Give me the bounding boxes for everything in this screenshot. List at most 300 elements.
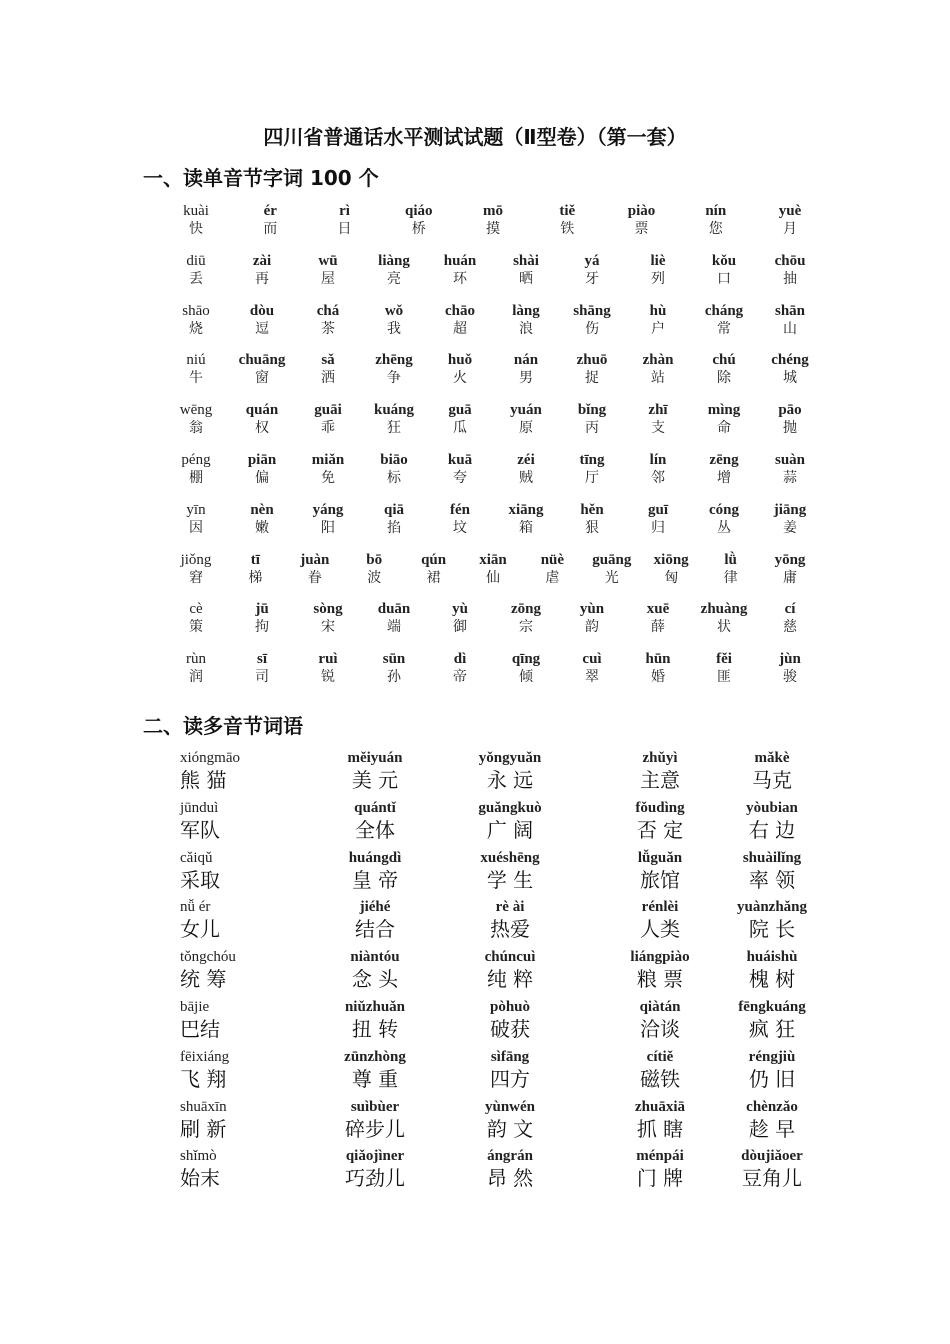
word-item — [755, 551, 825, 587]
character-text: 口 — [717, 270, 731, 287]
pinyin-text: quántǐ — [354, 799, 396, 816]
pinyin-text: suàn — [774, 451, 806, 468]
pinyin-text: yùn — [579, 601, 605, 618]
character-text: 虐 — [545, 569, 560, 586]
word-item — [689, 401, 759, 437]
word-item — [384, 202, 454, 238]
phrase-text: 热爱 — [490, 917, 530, 942]
phrase-text: 巧劲儿 — [345, 1166, 405, 1191]
phrase-text: 四方 — [490, 1066, 530, 1091]
phrase-text: 槐 树 — [748, 967, 796, 992]
word-item — [425, 401, 495, 437]
pinyin-text: lín — [649, 451, 667, 468]
character-text: 窘 — [189, 569, 203, 586]
word-item — [755, 302, 825, 338]
pinyin-text: hěn — [580, 501, 604, 518]
character-text: 亮 — [387, 270, 401, 287]
word-item — [161, 351, 231, 387]
phrase-text: 军队 — [180, 817, 220, 842]
character-text: 月 — [783, 221, 797, 237]
word-item — [235, 202, 305, 238]
pinyin-text: quán — [245, 402, 279, 419]
character-text: 偏 — [255, 469, 269, 486]
character-text: 列 — [651, 270, 665, 287]
word-item — [293, 650, 363, 686]
phrase-text: 熊 猫 — [180, 768, 227, 792]
character-text: 免 — [321, 469, 335, 486]
monosyllabic-grid — [179, 202, 809, 700]
phrase-text: 扭 转 — [351, 1016, 399, 1041]
phrase-item — [180, 998, 310, 1041]
character-text: 伤 — [585, 320, 599, 337]
multisyllabic-row — [180, 1048, 806, 1098]
character-text: 牛 — [189, 370, 203, 387]
phrase-item — [595, 948, 725, 991]
word-item — [755, 451, 825, 487]
phrase-text: 门 牌 — [636, 1166, 684, 1191]
phrase-text: 粮 票 — [636, 967, 684, 992]
pinyin-text: chuāng — [238, 352, 286, 369]
character-text: 薛 — [651, 619, 665, 636]
pinyin-text: yuán — [510, 402, 542, 419]
phrase-text: 趁 早 — [748, 1116, 796, 1141]
character-text: 窗 — [255, 370, 269, 387]
pinyin-text: rì — [339, 203, 350, 219]
character-text: 环 — [453, 270, 467, 287]
multisyllabic-row — [180, 1098, 806, 1148]
phrase-text: 皇 帝 — [351, 867, 399, 892]
word-item — [359, 252, 429, 288]
character-text: 贼 — [519, 469, 533, 486]
pinyin-text: sìfāng — [490, 1048, 530, 1065]
pinyin-text: fēixiáng — [180, 1048, 230, 1065]
pinyin-text: zōng — [511, 601, 541, 618]
phrase-text: 统 筹 — [180, 967, 227, 992]
word-item — [425, 451, 495, 487]
phrase-item — [310, 948, 440, 991]
phrase-item — [180, 1098, 310, 1141]
character-text: 裙 — [426, 569, 441, 586]
pinyin-text: niàntóu — [350, 949, 400, 966]
character-text: 宋 — [321, 619, 335, 636]
word-item — [458, 202, 528, 238]
phrase-item — [595, 1048, 725, 1091]
character-text: 命 — [717, 420, 731, 437]
pinyin-text: suìbùer — [350, 1098, 400, 1115]
character-text: 超 — [453, 320, 467, 337]
phrase-item — [595, 1147, 725, 1190]
pinyin-text: fǒudìng — [635, 799, 685, 816]
pinyin-text: mō — [483, 203, 503, 219]
word-item — [425, 302, 495, 338]
character-text: 润 — [189, 669, 203, 686]
word-item — [491, 351, 561, 387]
phrase-text: 破获 — [490, 1016, 530, 1041]
word-item — [227, 451, 297, 487]
word-item — [293, 401, 363, 437]
phrase-item — [180, 1048, 310, 1091]
character-text: 捉 — [585, 370, 599, 387]
phrase-text: 韵 文 — [486, 1116, 534, 1141]
phrase-item — [595, 749, 725, 792]
character-text: 姜 — [783, 519, 797, 536]
phrase-item — [707, 948, 837, 991]
pinyin-text: kuā — [447, 451, 473, 468]
word-item — [623, 650, 693, 686]
pinyin-text: yōng — [774, 551, 806, 568]
phrase-item — [310, 749, 440, 792]
pinyin-text: cí — [784, 601, 796, 618]
character-text: 匈 — [664, 569, 679, 586]
word-item — [689, 252, 759, 288]
pinyin-text: liángpiào — [630, 949, 690, 966]
word-item — [557, 302, 627, 338]
pinyin-text: jū — [255, 601, 269, 618]
character-text: 常 — [717, 320, 731, 337]
word-item — [755, 501, 825, 537]
character-text: 原 — [519, 420, 533, 437]
character-text: 夸 — [453, 469, 467, 486]
word-item — [623, 302, 693, 338]
word-item — [557, 501, 627, 537]
pinyin-text: jiéhé — [359, 899, 391, 916]
word-item — [755, 252, 825, 288]
pinyin-text: jūnduì — [180, 799, 219, 816]
character-text: 御 — [453, 619, 467, 636]
pinyin-text: nǚ ér — [180, 899, 211, 916]
character-text: 锐 — [321, 669, 335, 686]
character-text: 狠 — [585, 519, 599, 536]
character-text: 狂 — [387, 420, 401, 437]
phrase-item — [180, 749, 310, 792]
word-item — [227, 252, 297, 288]
pinyin-text: liàng — [378, 252, 410, 269]
phrase-text: 仍 旧 — [748, 1066, 796, 1091]
multisyllabic-grid — [180, 749, 806, 1197]
pinyin-text: xuéshēng — [480, 849, 540, 866]
character-text: 翁 — [189, 420, 203, 437]
pinyin-text: shǐmò — [180, 1148, 217, 1165]
pinyin-text: kǒu — [711, 252, 737, 269]
character-text: 拘 — [255, 619, 269, 636]
character-text: 宗 — [519, 619, 533, 636]
word-item — [623, 351, 693, 387]
phrase-item — [595, 898, 725, 941]
pinyin-text: yuànzhǎng — [736, 899, 808, 916]
pinyin-text: měiyuán — [347, 750, 403, 766]
word-item — [359, 600, 429, 636]
pinyin-text: hù — [649, 302, 667, 319]
phrase-text: 洽谈 — [640, 1016, 680, 1041]
word-item — [491, 650, 561, 686]
word-item — [689, 501, 759, 537]
character-text: 孙 — [387, 669, 401, 686]
character-text: 我 — [387, 320, 401, 337]
phrase-item — [445, 799, 575, 842]
word-item — [161, 252, 231, 288]
phrase-text: 率 领 — [748, 867, 796, 892]
pinyin-text: shān — [774, 302, 806, 319]
word-item — [681, 202, 751, 238]
character-text: 箱 — [519, 519, 533, 536]
phrase-item — [707, 998, 837, 1041]
character-text: 标 — [387, 469, 401, 486]
character-text: 庸 — [783, 569, 797, 586]
phrase-item — [310, 799, 440, 842]
character-text: 铁 — [560, 221, 575, 237]
pinyin-text: miǎn — [311, 451, 345, 468]
phrase-item — [310, 998, 440, 1041]
pinyin-text: shāng — [573, 302, 611, 319]
pinyin-text: nèn — [250, 501, 274, 518]
word-item — [161, 501, 231, 537]
word-item — [755, 351, 825, 387]
word-item — [557, 451, 627, 487]
pinyin-text: xuē — [646, 601, 670, 618]
pinyin-text: zài — [252, 252, 272, 269]
pinyin-text: sūn — [382, 651, 406, 668]
pinyin-text: duān — [377, 601, 411, 618]
character-text: 站 — [651, 370, 665, 387]
phrase-text: 否 定 — [636, 817, 684, 842]
word-item — [161, 600, 231, 636]
character-text: 归 — [651, 519, 665, 536]
character-text: 坟 — [453, 519, 467, 536]
word-item — [161, 451, 231, 487]
character-text: 梯 — [248, 569, 263, 586]
character-text: 牙 — [585, 270, 599, 287]
pinyin-text: xióngmāo — [180, 750, 240, 766]
pinyin-text: qiā — [383, 501, 404, 518]
word-item — [689, 600, 759, 636]
phrase-item — [707, 1147, 837, 1190]
multisyllabic-row — [180, 749, 806, 799]
pinyin-text: ángrán — [487, 1148, 533, 1165]
section-heading-monosyllabic: 一、读单音节字词 100 个 — [143, 166, 379, 190]
pinyin-text: zēng — [709, 451, 739, 468]
phrase-text: 结合 — [355, 917, 395, 942]
character-text: 掐 — [387, 519, 401, 536]
word-item — [161, 401, 231, 437]
character-text: 洒 — [321, 370, 335, 387]
word-item — [227, 501, 297, 537]
phrase-item — [180, 898, 310, 941]
pinyin-text: zhēng — [375, 352, 413, 369]
phrase-item — [707, 799, 837, 842]
pinyin-text: chènzǎo — [746, 1098, 798, 1115]
multisyllabic-row — [180, 998, 806, 1048]
pinyin-text: pāo — [778, 402, 802, 419]
phrase-text: 主意 — [640, 768, 680, 792]
pinyin-text: zhī — [648, 402, 668, 419]
pinyin-text: dì — [453, 651, 467, 668]
phrase-item — [445, 1048, 575, 1091]
phrase-text: 永 远 — [486, 768, 534, 792]
pinyin-text: piào — [627, 203, 656, 219]
character-text: 丙 — [585, 420, 599, 437]
pinyin-text: chōu — [774, 252, 806, 269]
character-text: 骏 — [783, 669, 797, 686]
pinyin-text: làng — [512, 302, 540, 319]
character-text: 阳 — [321, 519, 335, 536]
pinyin-text: qiáo — [404, 203, 433, 219]
pinyin-text: qún — [421, 551, 447, 568]
phrase-item — [707, 849, 837, 892]
pinyin-text: zhuāxiā — [634, 1098, 685, 1115]
phrase-item — [445, 849, 575, 892]
pinyin-text: yù — [452, 601, 468, 618]
character-text: 桥 — [411, 221, 426, 237]
character-text: 司 — [255, 669, 269, 686]
character-text: 再 — [255, 270, 269, 287]
phrase-text: 抓 瞎 — [636, 1116, 684, 1141]
word-item — [623, 401, 693, 437]
word-item — [623, 252, 693, 288]
pinyin-text: xiōng — [653, 551, 689, 568]
pinyin-text: dòu — [249, 302, 275, 319]
character-text: 倾 — [519, 669, 533, 686]
pinyin-text: fěi — [716, 651, 732, 668]
word-item — [227, 351, 297, 387]
pinyin-text: sǎ — [321, 352, 335, 369]
word-item — [491, 600, 561, 636]
pinyin-text: wēng — [179, 402, 213, 419]
multisyllabic-row — [180, 948, 806, 998]
word-item — [607, 202, 677, 238]
phrase-text: 院 长 — [748, 917, 796, 942]
pinyin-text: xiāng — [508, 501, 544, 518]
pinyin-text: wǒ — [384, 302, 404, 319]
word-item — [755, 600, 825, 636]
pinyin-text: huángdì — [348, 849, 402, 866]
phrase-item — [445, 1147, 575, 1190]
character-text: 因 — [189, 519, 203, 536]
phrase-item — [180, 799, 310, 842]
pinyin-text: tiě — [559, 203, 576, 219]
pinyin-text: cǎiqǔ — [180, 849, 213, 866]
pinyin-text: fēngkuáng — [738, 998, 806, 1015]
pinyin-text: péng — [181, 451, 211, 468]
pinyin-text: lǚguǎn — [637, 849, 683, 866]
phrase-text: 女儿 — [180, 917, 220, 942]
pinyin-text: zhàn — [642, 352, 674, 369]
phrase-text: 学 生 — [486, 867, 534, 892]
pinyin-text: shuàilǐng — [742, 849, 802, 866]
pinyin-text: bǐng — [577, 402, 607, 419]
phrase-text: 巴结 — [180, 1016, 220, 1041]
pinyin-text: huáishù — [746, 949, 798, 966]
character-text: 增 — [717, 469, 731, 486]
character-text: 帝 — [453, 669, 467, 686]
multisyllabic-row — [180, 849, 806, 899]
phrase-item — [310, 849, 440, 892]
word-item — [623, 501, 693, 537]
pinyin-text: piān — [247, 451, 277, 468]
pinyin-text: cè — [189, 601, 203, 618]
monosyllabic-row — [180, 501, 806, 551]
phrase-text: 昂 然 — [486, 1166, 534, 1191]
pinyin-text: jiǒng — [180, 551, 212, 568]
pinyin-text: shuāxīn — [180, 1098, 227, 1115]
phrase-item — [445, 1098, 575, 1141]
pinyin-text: huǒ — [447, 352, 473, 369]
pinyin-text: kuáng — [373, 402, 415, 419]
word-item — [755, 202, 825, 238]
phrase-text: 磁铁 — [640, 1066, 680, 1091]
character-text: 翠 — [585, 669, 599, 686]
monosyllabic-row — [180, 551, 806, 601]
word-item — [310, 202, 380, 238]
pinyin-text: réngjiù — [748, 1048, 796, 1065]
pinyin-text: yuè — [778, 203, 802, 219]
pinyin-text: pòhuò — [489, 998, 531, 1015]
phrase-item — [310, 1147, 440, 1190]
character-text: 棚 — [189, 469, 203, 486]
word-item — [359, 401, 429, 437]
phrase-item — [180, 1147, 310, 1190]
character-text: 蒜 — [783, 469, 797, 486]
multisyllabic-row — [180, 1147, 806, 1197]
word-item — [293, 501, 363, 537]
character-text: 慈 — [783, 619, 797, 636]
character-text: 逗 — [255, 320, 269, 337]
character-text: 山 — [783, 320, 797, 337]
character-text: 烧 — [189, 320, 203, 337]
phrase-text: 右 边 — [748, 817, 796, 842]
word-item — [689, 351, 759, 387]
pinyin-text: ér — [263, 203, 277, 219]
pinyin-text: guǎngkuò — [478, 799, 542, 816]
character-text: 婚 — [651, 669, 665, 686]
word-item — [161, 202, 231, 238]
phrase-text: 始末 — [180, 1166, 220, 1191]
phrase-item — [310, 1098, 440, 1141]
pinyin-text: yá — [584, 252, 600, 269]
pinyin-text: hūn — [645, 651, 671, 668]
word-item — [755, 401, 825, 437]
pinyin-text: rénlèi — [641, 899, 679, 916]
pinyin-text: xiān — [479, 551, 507, 568]
phrase-text: 人类 — [640, 917, 680, 942]
pinyin-text: juàn — [300, 551, 330, 568]
word-item — [425, 501, 495, 537]
pinyin-text: chéng — [771, 352, 809, 369]
pinyin-text: chúncuì — [484, 949, 536, 966]
pinyin-text: bājie — [180, 998, 210, 1015]
character-text: 摸 — [486, 221, 500, 237]
word-item — [623, 600, 693, 636]
word-item — [227, 650, 297, 686]
pinyin-text: qiàtán — [639, 998, 681, 1015]
phrase-item — [707, 749, 837, 792]
character-text: 户 — [651, 320, 665, 337]
character-text: 乖 — [321, 420, 335, 437]
word-item — [293, 302, 363, 338]
character-text: 浪 — [519, 320, 533, 337]
phrase-text: 全体 — [355, 817, 395, 842]
phrase-text: 纯 粹 — [486, 967, 534, 992]
word-item — [689, 451, 759, 487]
page-title: 四川省普通话水平测试试题（Ⅱ型卷）（第一套） — [263, 125, 687, 149]
character-text: 而 — [263, 221, 278, 237]
pinyin-text: lǜ — [724, 551, 737, 568]
character-text: 日 — [337, 221, 352, 237]
word-item — [491, 451, 561, 487]
phrase-text: 飞 翔 — [180, 1066, 227, 1091]
pinyin-text: shāo — [182, 302, 210, 319]
word-item — [359, 351, 429, 387]
monosyllabic-row — [180, 302, 806, 352]
